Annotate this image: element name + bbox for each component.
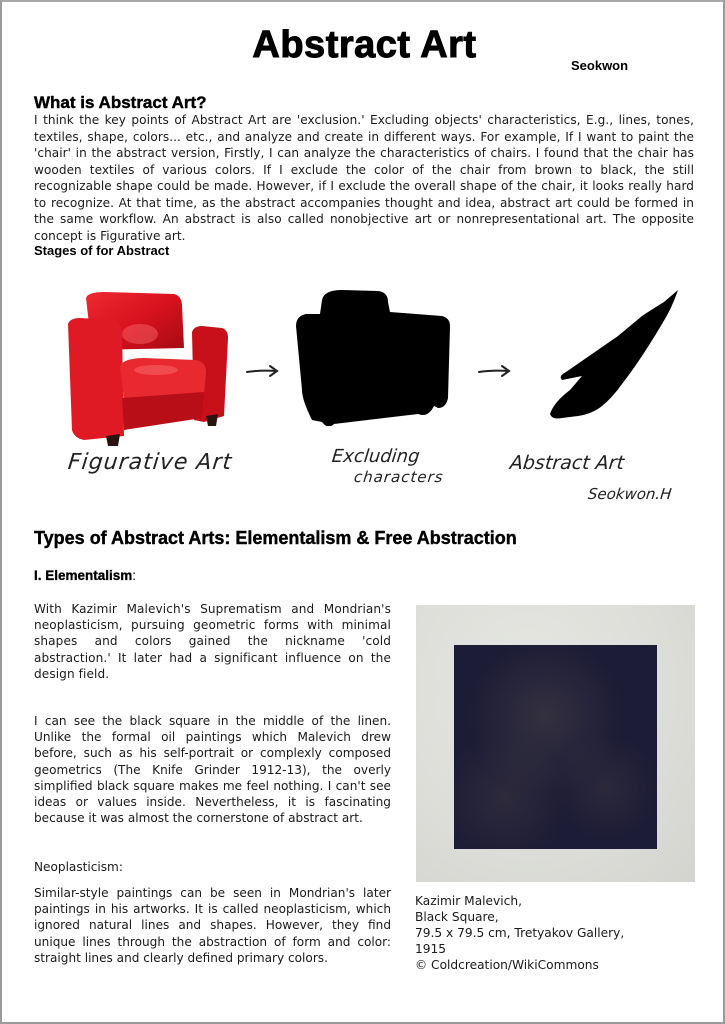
arrow-icon: [478, 364, 512, 378]
abstract-brushstroke-image: [522, 288, 682, 428]
caption-year: 1915: [415, 942, 447, 956]
arrow-icon: [246, 364, 280, 378]
artwork-caption: [415, 893, 705, 973]
signature: Seokwon.H: [587, 485, 673, 503]
stage-label-excluding-line1: Excluding: [330, 446, 421, 467]
paragraph-neoplasticism-label: Neoplasticism:: [34, 860, 123, 874]
paragraph-elementalism-intro: With Kazimir Malevich's Suprematism and Mondrian's neoplasticism, pursuing geometric forms with minimal shapes and colors gained the nickname 'cold abstraction.' It later had a significant influence on the design field.: [34, 602, 391, 681]
black-chair-silhouette-image: [292, 290, 460, 426]
paragraph-black-square: I can see the black square in the middle of the linen. Unlike the formal oil paintings which Malevich drew before, such as his self-portrait or complexly composed geometrics (The Knife Grinder 1912-13), the overly simplified black square makes me feel nothing. I can't see ideas or values inside. Nevertheless, it is fascinating because it was almost the cornerstone of abstract art.: [34, 714, 391, 826]
stages-illustration: [42, 272, 712, 512]
page-title: Abstract Art: [252, 24, 477, 66]
paragraph-neoplasticism: Similar-style paintings can be seen in Mondrian's later paintings in his artworks. It is called neoplasticism, which ignored natural lines and shapes. However, they find unique lines through the abstraction of form and color: straight lines and clearly defined primary colors.: [34, 886, 391, 965]
black-square-painting-image: [416, 605, 695, 882]
subheading-elementalism: [34, 568, 136, 583]
caption-credit: © Coldcreation/WikiCommons: [415, 958, 599, 972]
black-square: [454, 645, 657, 849]
intro-paragraph: I think the key points of Abstract Art are 'exclusion.' Excluding objects' characteristics, E.g., lines, tones, textiles, shape, colors... etc., and analyze and create in different ways. For example, If I want to paint the 'chair' in the abstract version, Firstly, I can analyze the characteristics of chairs. I found that the chair has wooden textiles of various colors. If I exclude the color of the chair from brown to black, the still recognizable shape could be made. However, if I exclude the overall shape of the chair, it looks really hard to recognize. At that time, as the abstract accompanies thought and idea, abstract art could be formed in the same workflow. An abstract is also called nonobjective art or nonrepresentational art. The opposite concept is Figurative art.: [34, 113, 694, 243]
stage-label-figurative: Figurative Art: [66, 450, 234, 475]
section-heading-what-is: What is Abstract Art?: [34, 93, 207, 112]
caption-title: Black Square,: [415, 910, 499, 924]
section-heading-types: Types of Abstract Arts: Elementalism & Free Abstraction: [34, 528, 517, 548]
subheading-colon: :: [132, 568, 137, 583]
stages-heading: Stages of for Abstract: [34, 243, 170, 258]
author-name: Seokwon: [571, 58, 629, 73]
stage-label-excluding-line2: characters: [353, 468, 445, 486]
red-armchair-image: [64, 290, 234, 446]
caption-dimensions: 79.5 x 79.5 cm, Tretyakov Gallery,: [415, 926, 625, 940]
stage-label-abstract: Abstract Art: [508, 452, 626, 474]
caption-artist: Kazimir Malevich,: [415, 894, 522, 908]
subheading-elementalism-bold: I. Elementalism: [34, 568, 133, 583]
